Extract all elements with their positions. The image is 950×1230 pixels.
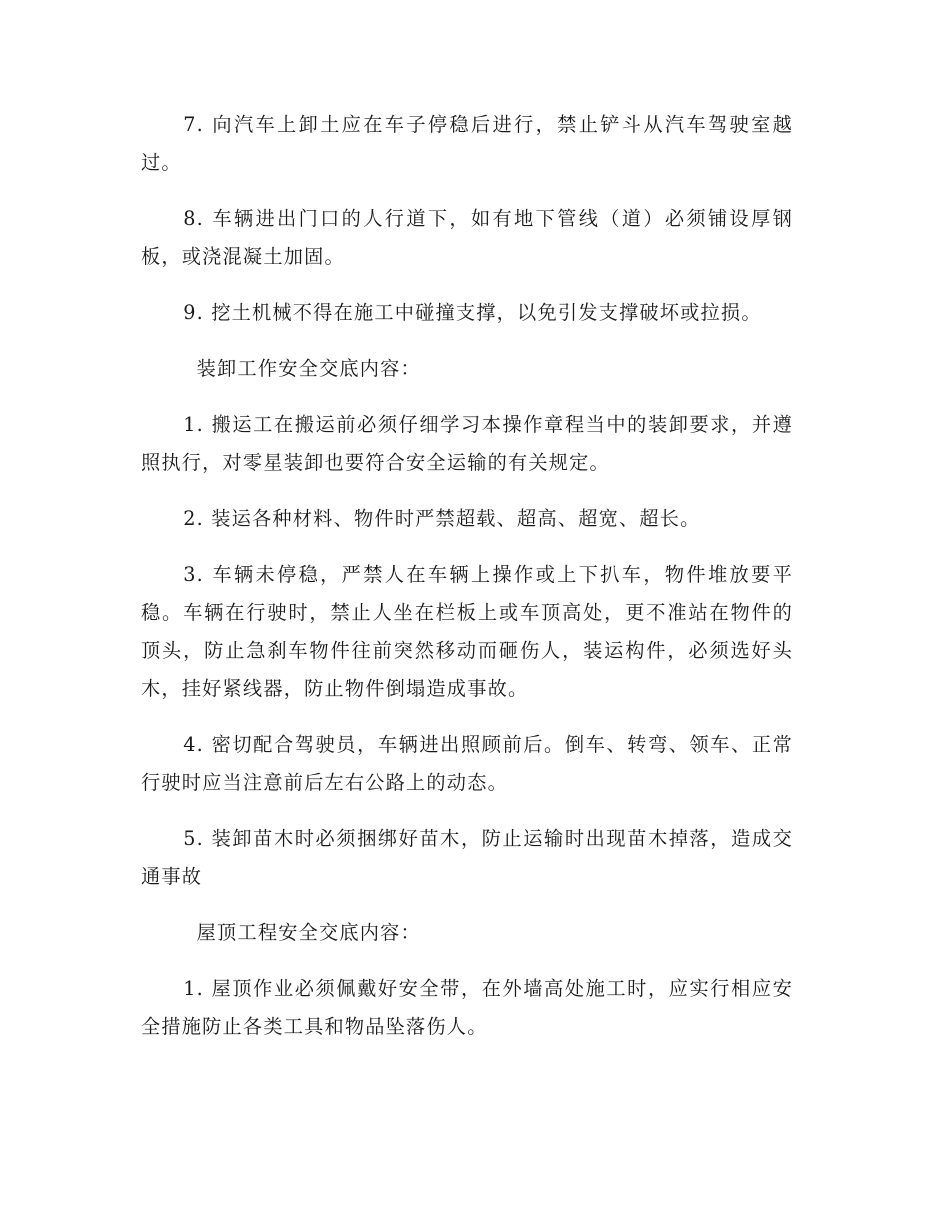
- document-body: [141, 106, 793, 1064]
- paragraph-loading-item-2: 2. 装运各种材料、物件时严禁超载、超高、超宽、超长。: [183, 507, 701, 530]
- paragraph-loading-item-1: 1. 搬运工在搬运前必须仔细学习本操作章程当中的装卸要求，并遵照执行，对零星装卸也要符合安全运输的有关规定。: [141, 413, 793, 474]
- paragraph-loading-item-3: 3. 车辆未停稳，严禁人在车辆上操作或上下扒车，物件堆放要平稳。车辆在行驶时，禁止人坐在栏板上或车顶高处，更不准站在物件的顶头，防止急刹车物件往前突然移动而砸伤人，装运构件，必须选好头木，挂好紧线器，防止物件倒塌造成事故。: [141, 563, 793, 700]
- paragraph-loading-item-4: 4. 密切配合驾驶员，车辆进出照顾前后。倒车、转弯、领车、正常行驶时应当注意前后左右公路上的动态。: [141, 733, 793, 794]
- paragraph-loading-item-5: 5. 装卸苗木时必须捆绑好苗木，防止运输时出现苗木掉落，造成交通事故: [141, 827, 793, 888]
- paragraph-item-9: 9. 挖土机械不得在施工中碰撞支撑，以免引发支撑破坏或拉损。: [183, 301, 762, 324]
- paragraph-item-7: 7. 向汽车上卸土应在车子停稳后进行，禁止铲斗从汽车驾驶室越过。: [141, 113, 793, 174]
- section-heading-loading-unloading: 装卸工作安全交底内容：: [196, 357, 421, 380]
- section-heading-roof-work: 屋顶工程安全交底内容：: [196, 921, 421, 944]
- paragraph-roof-item-1: 1. 屋顶作业必须佩戴好安全带，在外墙高处施工时，应实行相应安全措施防止各类工具和物品坠落伤人。: [141, 977, 793, 1038]
- paragraph-item-8: 8. 车辆进出门口的人行道下，如有地下管线（道）必须铺设厚钢板，或浇混凝土加固。: [141, 207, 793, 268]
